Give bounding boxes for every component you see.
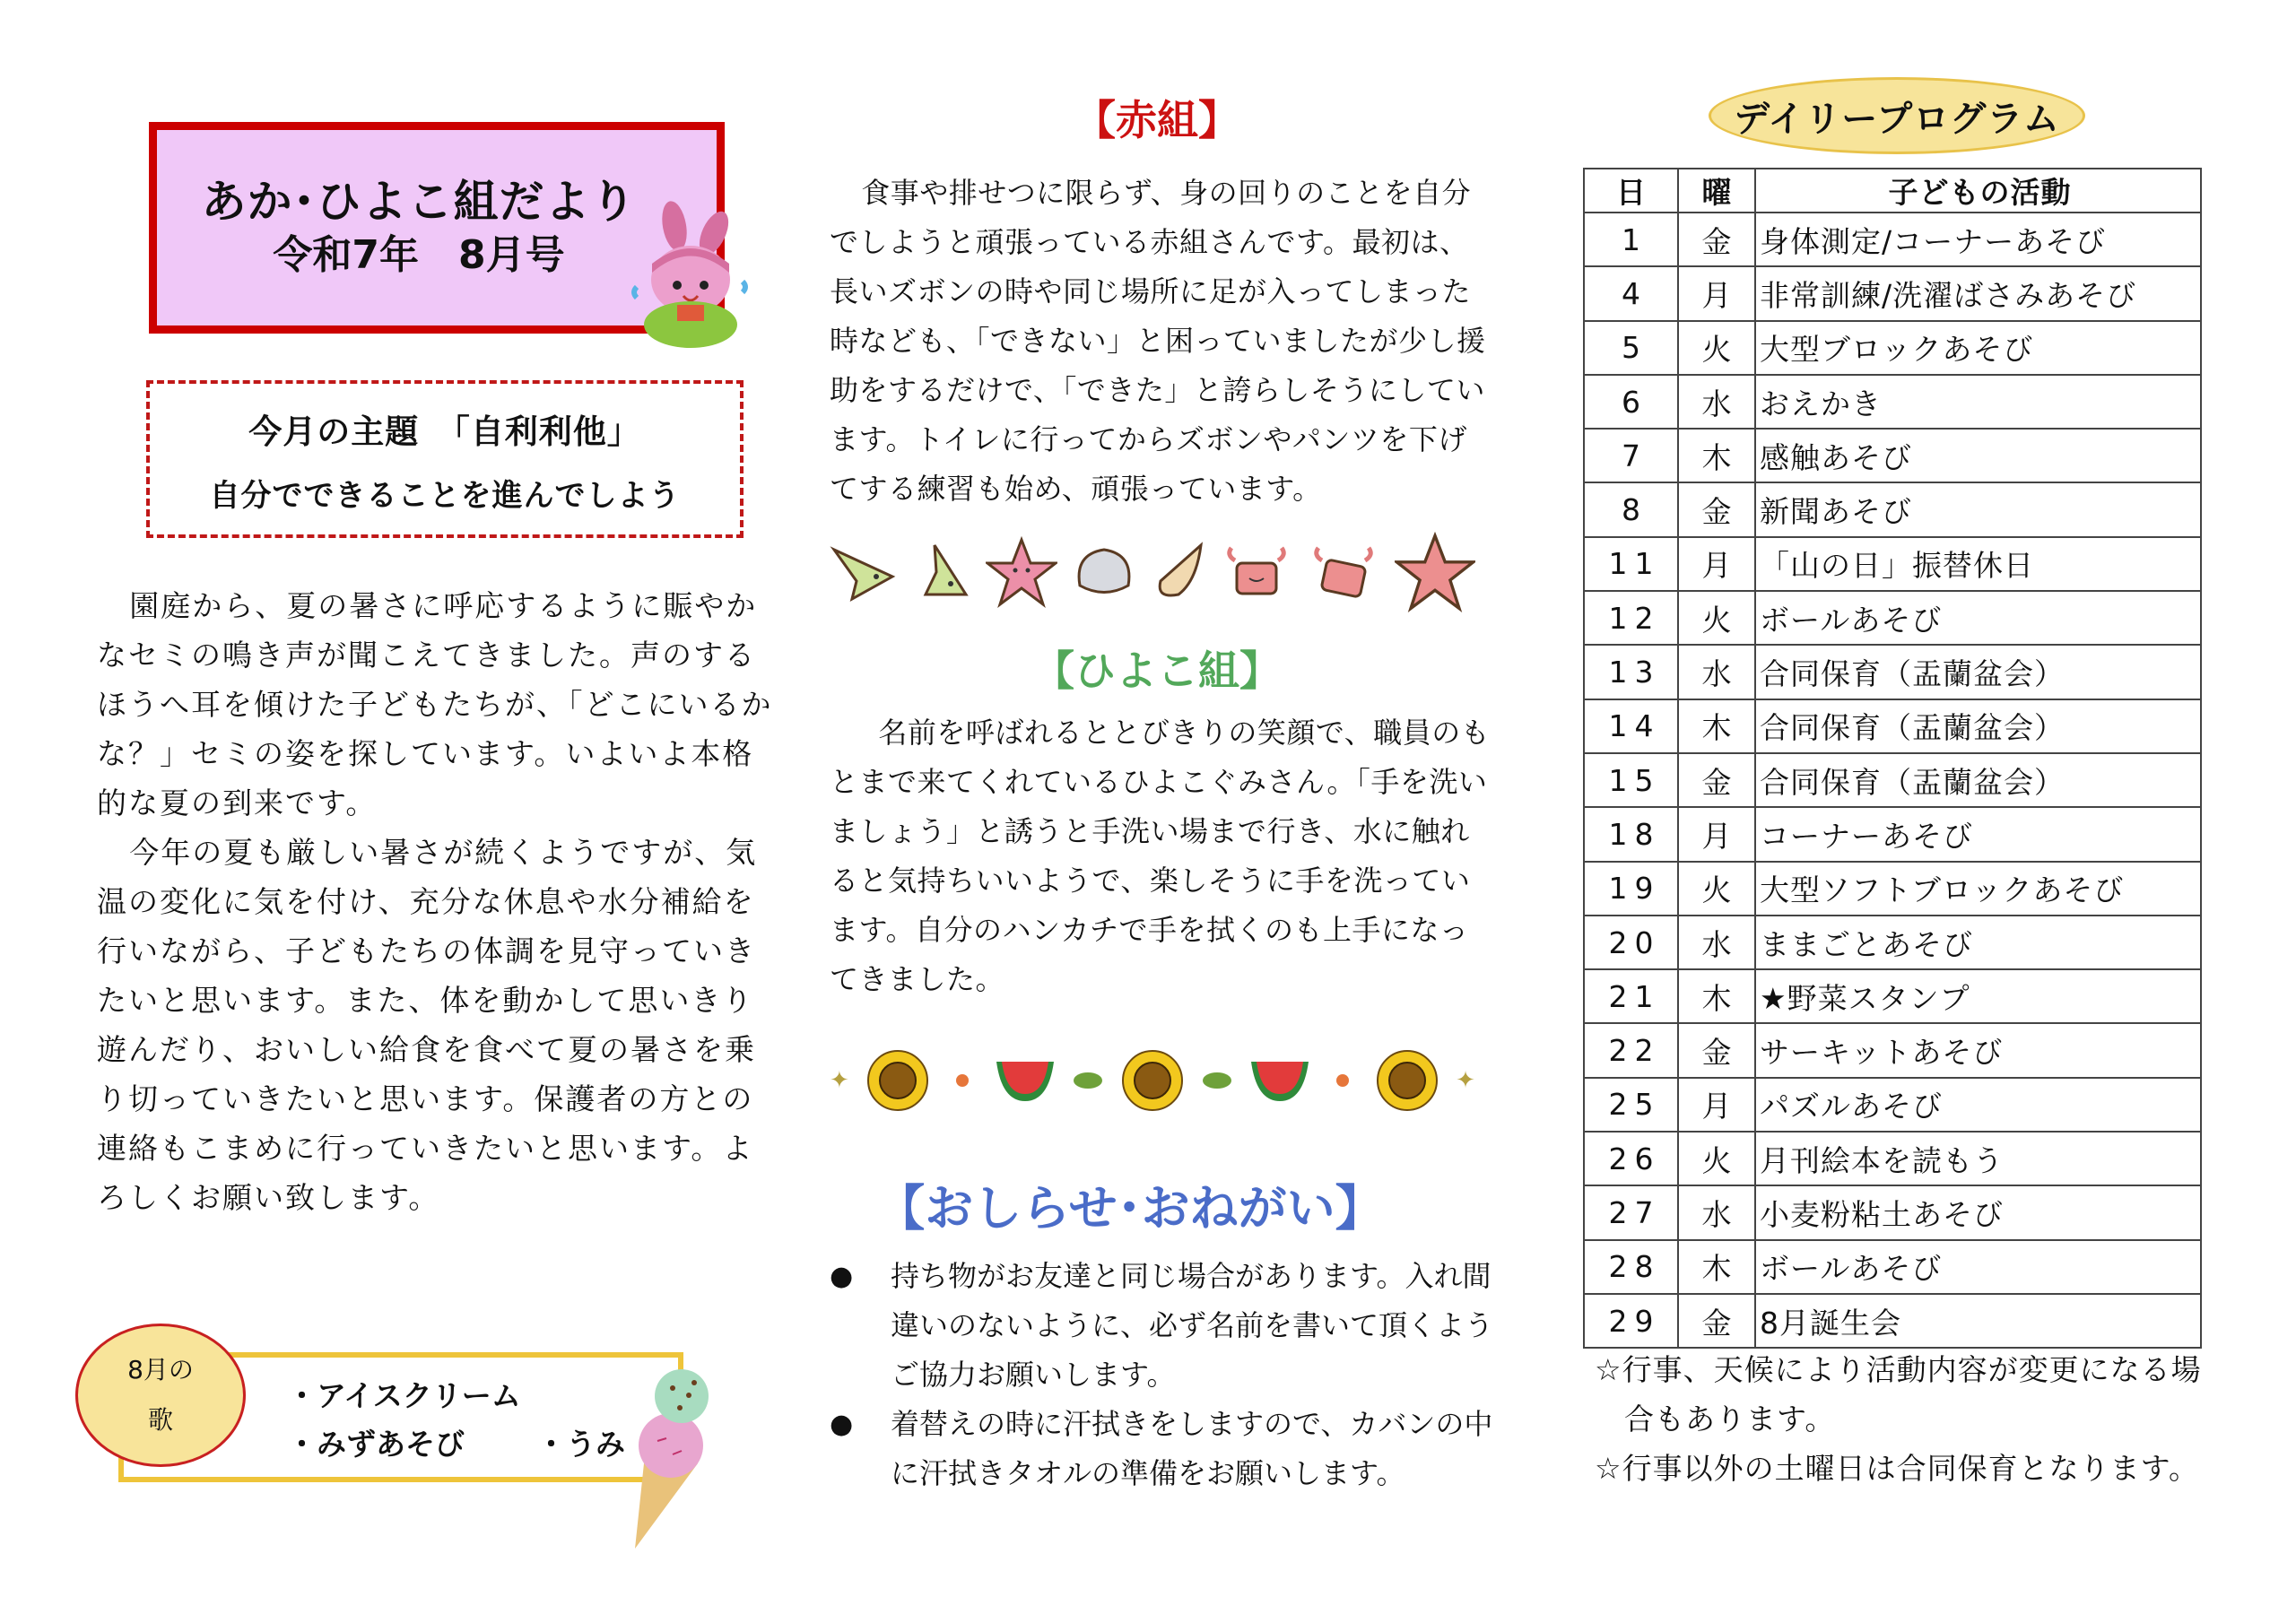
cell-activity: 大型ブロックあそび <box>1755 321 2201 375</box>
cell-activity: 感触あそび <box>1755 429 2201 482</box>
cell-day: 22 <box>1584 1023 1678 1077</box>
cell-day: 27 <box>1584 1185 1678 1239</box>
cell-weekday: 木 <box>1678 699 1755 753</box>
table-row <box>1584 1132 2201 1185</box>
cell-day: 5 <box>1584 321 1678 375</box>
cell-activity: 身体測定/コーナーあそび <box>1755 213 2201 266</box>
cell-day: 7 <box>1584 429 1678 482</box>
cell-activity: 合同保育（盂蘭盆会） <box>1755 645 2201 699</box>
table-row <box>1584 482 2201 536</box>
sparkle-icon: ✦ <box>1456 1067 1475 1094</box>
seed-icon <box>1201 1070 1233 1091</box>
ice-cream-icon <box>617 1356 725 1553</box>
cell-weekday: 金 <box>1678 1023 1755 1077</box>
conch-icon <box>1152 541 1205 603</box>
notice-item <box>830 1252 1511 1400</box>
starfish-icon <box>1395 532 1475 612</box>
table-row <box>1584 1240 2201 1294</box>
table-row <box>1584 1078 2201 1132</box>
cell-day: 26 <box>1584 1132 1678 1185</box>
newsletter-issue: 令和7年 8月号 <box>273 232 565 278</box>
song-item: ・みずあそび <box>287 1427 465 1462</box>
newsletter-title: あか･ひよこ組だより <box>201 176 637 228</box>
cell-day: 25 <box>1584 1078 1678 1132</box>
table-row <box>1584 213 2201 266</box>
cell-weekday: 水 <box>1678 1185 1755 1239</box>
sunflower-icon <box>1375 1048 1439 1113</box>
sea-creatures-divider <box>830 527 1475 617</box>
theme-box <box>146 380 744 538</box>
table-row <box>1584 375 2201 429</box>
cell-weekday: 月 <box>1678 807 1755 861</box>
cell-weekday: 木 <box>1678 969 1755 1023</box>
cell-activity: ままごとあそび <box>1755 916 2201 969</box>
cell-activity: 8月誕生会 <box>1755 1294 2201 1348</box>
cell-weekday: 水 <box>1678 375 1755 429</box>
bullet-icon: ● <box>830 1409 854 1440</box>
table-header-row <box>1584 169 2201 213</box>
cell-activity: 合同保育（盂蘭盆会） <box>1755 753 2201 807</box>
sparkle-icon: ✦ <box>830 1067 849 1094</box>
cell-weekday: 水 <box>1678 916 1755 969</box>
cell-day: 19 <box>1584 862 1678 916</box>
table-row <box>1584 699 2201 753</box>
cell-day: 18 <box>1584 807 1678 861</box>
table-row <box>1584 429 2201 482</box>
cell-weekday: 木 <box>1678 429 1755 482</box>
table-row <box>1584 1185 2201 1239</box>
cell-day: 20 <box>1584 916 1678 969</box>
program-note: ☆行事、天候により活動内容が変更になる場合もあります。 <box>1595 1352 2202 1436</box>
cell-day: 4 <box>1584 266 1678 320</box>
intro-paragraph-2: 今年の夏も厳しい暑さが続くようですが、気温の変化に気を付け、充分な休息や水分補給を行いながら、子どもたちの体調を見守っていきたいと思います。また、体を動かして思いきり遊んだり、おいしい給食を食べて夏の暑さを乗り切っていきたいと思います。保護者の方との連絡もこまめに行っていきたいと思います。よろしくお願い致します。 <box>97 835 758 1215</box>
aka-group-text <box>830 169 1493 514</box>
cell-day: 12 <box>1584 591 1678 645</box>
notices-heading: 【おしらせ･おねがい】 <box>876 1180 1384 1237</box>
sunflower-icon <box>865 1048 930 1113</box>
cell-activity: 小麦粉粘土あそび <box>1755 1185 2201 1239</box>
program-note: ☆行事以外の土曜日は合同保育となります。 <box>1595 1451 2199 1486</box>
intro-text <box>97 581 778 1222</box>
notice-text: 着替えの時に汗拭きをしますので、カバンの中に汗拭きタオルの準備をお願いします。 <box>891 1407 1493 1490</box>
aka-group-paragraph: 食事や排せつに限らず、身の回りのことを自分でしようと頑張っている赤組さんです。最初は、長いズボンの時や同じ場所に足が入ってしまった時なども、「できない」と困っていましたが少し援助をするだけで、「できた」と誇らしそうにしています。トイレに行ってからズボンやパンツを下げてする練習も始め、頑張っています。 <box>830 176 1486 506</box>
cell-weekday: 月 <box>1678 1078 1755 1132</box>
cell-day: 29 <box>1584 1294 1678 1348</box>
songs-label-line2: 歌 <box>147 1405 173 1435</box>
bunny-float-icon <box>628 199 753 352</box>
cell-activity: サーキットあそび <box>1755 1023 2201 1077</box>
seed-burst-icon <box>946 1064 978 1097</box>
song-item: ・アイスクリーム <box>287 1378 521 1413</box>
cell-day: 28 <box>1584 1240 1678 1294</box>
cell-day: 6 <box>1584 375 1678 429</box>
cell-activity: ★野菜スタンプ <box>1755 969 2201 1023</box>
cell-day: 14 <box>1584 699 1678 753</box>
table-row <box>1584 1023 2201 1077</box>
aka-group-heading: 【赤組】 <box>1074 96 1239 144</box>
cell-day: 15 <box>1584 753 1678 807</box>
cell-weekday: 火 <box>1678 321 1755 375</box>
cell-weekday: 月 <box>1678 266 1755 320</box>
sunflower-icon <box>1120 1048 1185 1113</box>
hiyoko-group-paragraph: 名前を呼ばれるととびきりの笑顔で、職員のもとまで来てくれているひよこぐみさん。「手を洗いましょう」と誘うと手洗い場まで行き、水に触れると気持ちいいようで、楽しそうに手を洗っています。自分のハンカチで手を拭くのも上手になってきました。 <box>830 716 1491 996</box>
watermelon-icon <box>1249 1058 1310 1103</box>
cell-activity: 月刊絵本を読もう <box>1755 1132 2201 1185</box>
cell-activity: 非常訓練/洗濯ばさみあそび <box>1755 266 2201 320</box>
fish-icon <box>830 541 901 603</box>
cell-weekday: 月 <box>1678 537 1755 591</box>
theme-label: 今月の主題 「自利利他」 <box>248 412 641 451</box>
song-item: ・うみ <box>536 1427 625 1462</box>
table-row <box>1584 969 2201 1023</box>
cell-activity: ボールあそび <box>1755 1240 2201 1294</box>
daily-program-table <box>1583 168 2202 1349</box>
songs-label-line1: 8月の <box>127 1355 194 1384</box>
cell-weekday: 水 <box>1678 645 1755 699</box>
cell-activity: パズルあそび <box>1755 1078 2201 1132</box>
table-row <box>1584 266 2201 320</box>
notices-list <box>830 1252 1511 1498</box>
hiyoko-group-text <box>830 708 1493 1004</box>
cell-weekday: 金 <box>1678 482 1755 536</box>
cell-activity: おえかき <box>1755 375 2201 429</box>
notice-text: 持ち物がお友達と同じ場合があります。入れ間違いのないように、必ず名前を書いて頂くようご協力お願いします。 <box>891 1259 1494 1392</box>
theme-subtitle: 自分でできることを進んでしよう <box>209 477 681 514</box>
table-row <box>1584 591 2201 645</box>
watermelon-icon <box>995 1058 1056 1103</box>
table-row <box>1584 916 2201 969</box>
cell-weekday: 金 <box>1678 213 1755 266</box>
daily-program-title: デイリープログラム <box>1709 77 2085 154</box>
crab-icon <box>1308 541 1379 603</box>
cell-activity: 合同保育（盂蘭盆会） <box>1755 699 2201 753</box>
cell-weekday: 木 <box>1678 1240 1755 1294</box>
cell-day: 1 <box>1584 213 1678 266</box>
songs-list <box>287 1372 625 1469</box>
bullet-icon: ● <box>830 1261 854 1292</box>
table-row <box>1584 1294 2201 1348</box>
seed-icon <box>1072 1070 1104 1091</box>
table-row <box>1584 645 2201 699</box>
starfish-face-icon <box>986 536 1057 608</box>
cell-day: 11 <box>1584 537 1678 591</box>
table-row <box>1584 807 2201 861</box>
cell-day: 13 <box>1584 645 1678 699</box>
header-activity: 子どもの活動 <box>1755 169 2201 213</box>
table-row <box>1584 862 2201 916</box>
cell-day: 8 <box>1584 482 1678 536</box>
cell-weekday: 金 <box>1678 1294 1755 1348</box>
cell-weekday: 火 <box>1678 591 1755 645</box>
cell-activity: 大型ソフトブロックあそび <box>1755 862 2201 916</box>
notice-item <box>830 1400 1511 1498</box>
program-notes <box>1595 1345 2222 1493</box>
shell-icon <box>1073 545 1135 599</box>
table-row <box>1584 753 2201 807</box>
cell-activity: 新聞あそび <box>1755 482 2201 536</box>
intro-paragraph-1: 園庭から、夏の暑さに呼応するように賑やかなセミの鳴き声が聞こえてきました。声のするほうへ耳を傾けた子どもたちが、「どこにいるかな？」セミの姿を探しています。いよいよ本格的な夏の到来です。 <box>97 588 773 820</box>
fish-icon <box>917 541 970 603</box>
cell-activity: コーナーあそび <box>1755 807 2201 861</box>
table-row <box>1584 537 2201 591</box>
cell-activity: ボールあそび <box>1755 591 2201 645</box>
cell-weekday: 金 <box>1678 753 1755 807</box>
cell-day: 21 <box>1584 969 1678 1023</box>
hiyoko-group-heading: 【ひよこ組】 <box>1033 647 1281 695</box>
summer-divider <box>830 1045 1475 1116</box>
table-row <box>1584 321 2201 375</box>
cell-weekday: 火 <box>1678 1132 1755 1185</box>
seed-burst-icon <box>1326 1064 1359 1097</box>
header-day: 日 <box>1584 169 1678 213</box>
crab-icon <box>1221 541 1292 603</box>
cell-activity: 「山の日」振替休日 <box>1755 537 2201 591</box>
songs-label-badge <box>75 1324 246 1467</box>
cell-weekday: 火 <box>1678 862 1755 916</box>
header-weekday: 曜 <box>1678 169 1755 213</box>
